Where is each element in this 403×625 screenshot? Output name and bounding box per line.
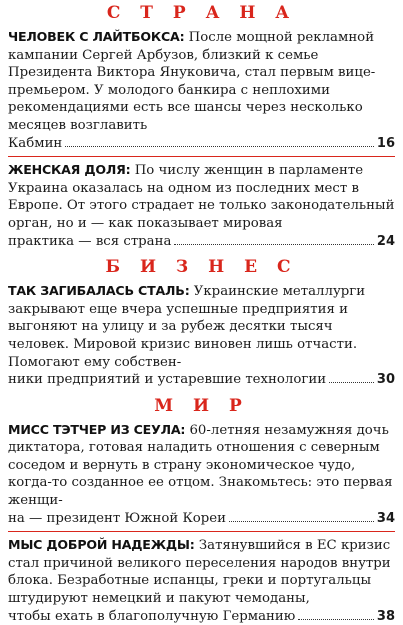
entry-summary: Украинские металлурги закрывают еще вчера успешные предприятия и выгоняют на улицу и за рубеж десятки тысяч человек. Мировой кризис виновен лишь отчасти. Помогают ему собствен- xyxy=(8,284,366,370)
entry-summary: По числу женщин в парламенте Украина оказалась на одном из последних мест в Европе. От этого страдает не только законодательный орган, но и — как показывает мировая xyxy=(8,163,395,231)
dot-leader xyxy=(229,521,374,522)
entry-summary-end: Кабмин xyxy=(8,135,63,151)
entry-summary: Затянувшийся в ЕС кризис стал причиной великого переселения народов внутри блока. Безработные испанцы, греки и португальцы штудируют немецкий и пакуют чемоданы, xyxy=(8,538,391,607)
entry-headline: МИСС ТЭТЧЕР ИЗ СЕУЛА: xyxy=(8,421,186,437)
section-title-strana: С Т Р А Н А xyxy=(106,3,297,23)
dot-leader xyxy=(174,244,374,245)
page-number: 38 xyxy=(376,608,395,624)
dot-leader xyxy=(329,382,374,383)
toc-entry[interactable] xyxy=(8,421,395,528)
entry-summary-end: практика — вся страна xyxy=(8,233,172,249)
entry-headline: ТАК ЗАГИБАЛАСЬ СТАЛЬ: xyxy=(8,283,190,299)
entry-summary-end: ники предприятий и устаревшие технологии xyxy=(8,372,327,388)
toc-entry[interactable] xyxy=(8,28,395,152)
entry-headline: МЫС ДОБРОЙ НАДЕЖДЫ: xyxy=(8,537,195,553)
entry-headline: ЧЕЛОВЕК С ЛАЙТБОКСА: xyxy=(8,29,185,44)
divider xyxy=(8,156,395,157)
page-number: 34 xyxy=(376,510,395,526)
page-number: 24 xyxy=(376,233,395,249)
toc-entry[interactable] xyxy=(8,282,395,389)
toc-entry[interactable] xyxy=(8,161,395,250)
entry-headline: ЖЕНСКАЯ ДОЛЯ: xyxy=(8,162,131,178)
entry-summary-end: на — президент Южной Кореи xyxy=(8,510,226,526)
page-number: 16 xyxy=(376,135,395,151)
divider xyxy=(8,531,395,532)
section-title-mir: М И Р xyxy=(154,395,249,416)
section-title-biznes: Б И З Н Е С xyxy=(105,257,298,278)
dot-leader xyxy=(65,146,374,147)
entry-summary: 60-летняя незамужняя дочь диктатора, готовая наладить отношения с северным соседом и вернуть в страну экономическое чудо, когда-то созданное ее отцом. Знакомьтесь: это первая женщи- xyxy=(8,422,393,509)
entry-summary: После мощной рекламной кампании Сергей Арбузов, близкий к семье Президента Виктора Януковича, стал первым вице-премьером. У молодого банкира с неплохими рекомендациями есть все шансы через несколько месяцев возглавить xyxy=(8,30,376,133)
toc-entry[interactable] xyxy=(8,536,395,625)
entry-summary-end: чтобы ехать в благополучную Германию xyxy=(8,608,296,624)
dot-leader xyxy=(298,619,374,620)
page-number: 30 xyxy=(376,372,395,388)
